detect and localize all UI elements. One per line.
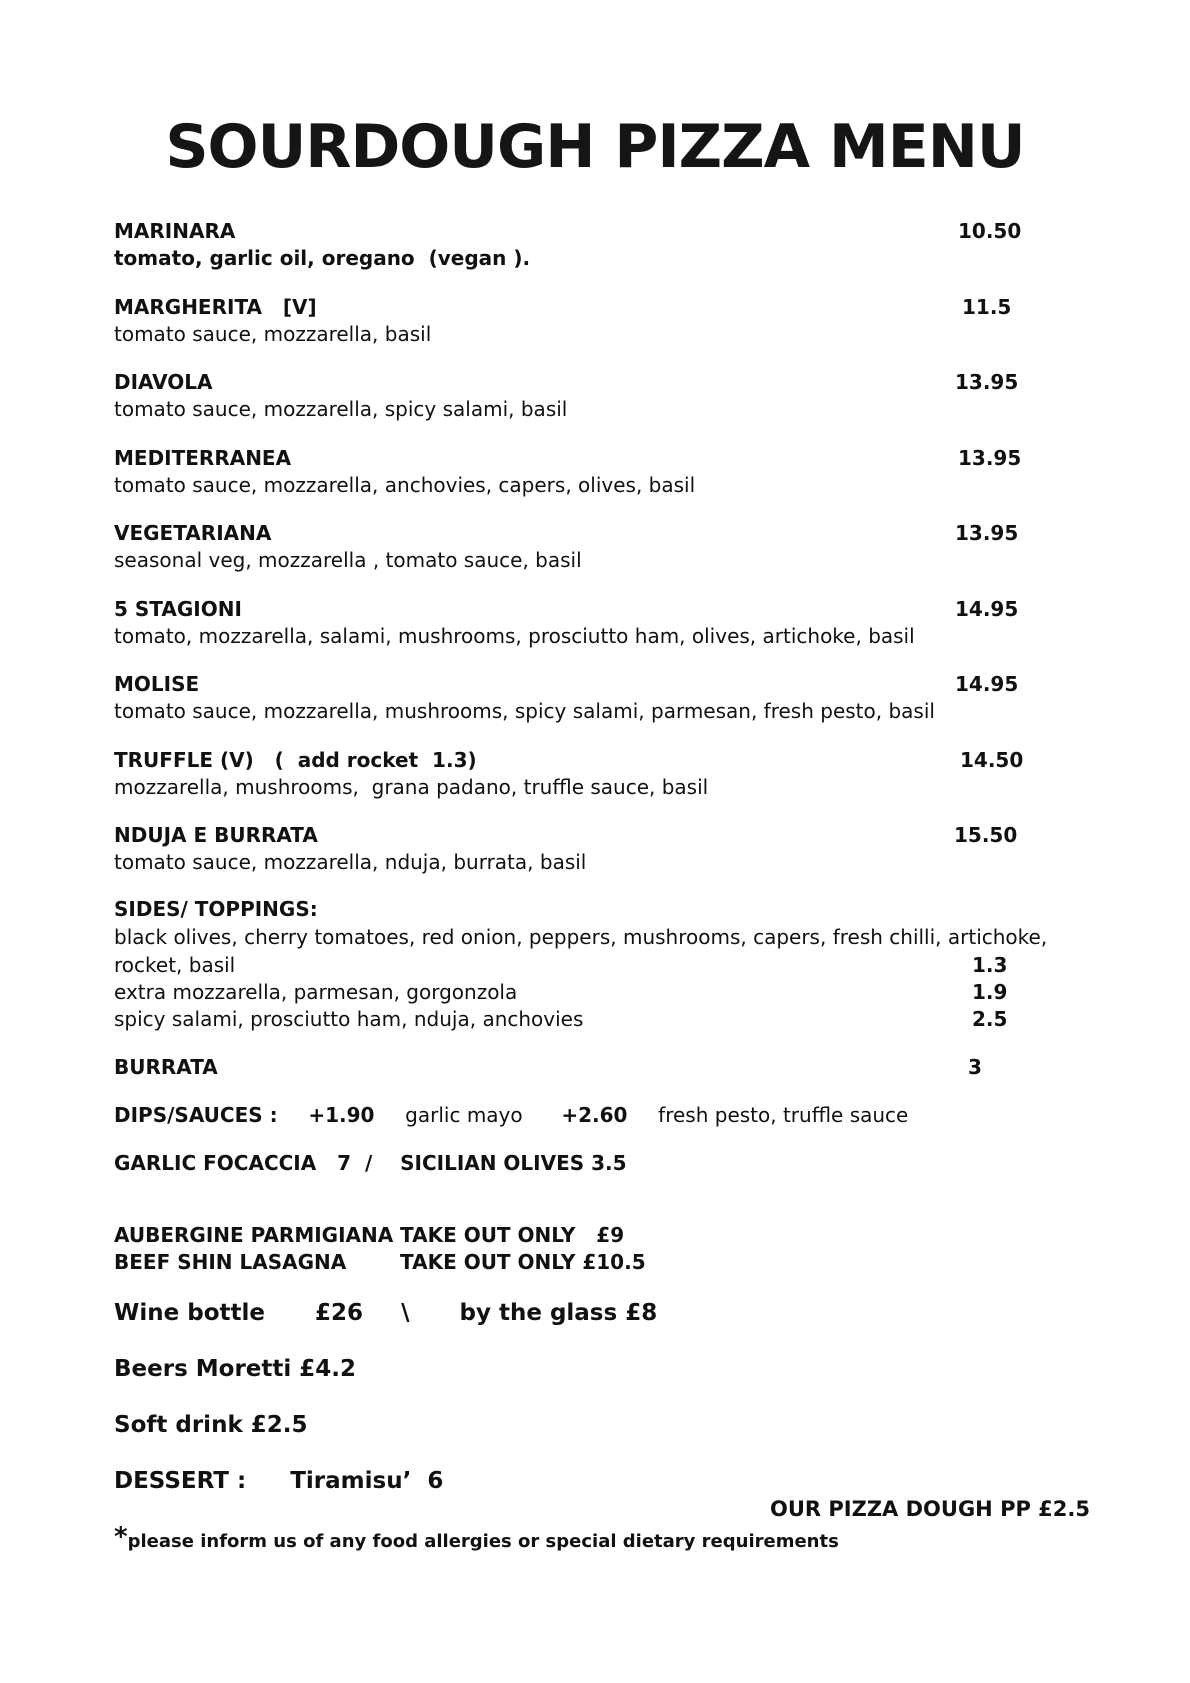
wine-label: Wine bottle (114, 1300, 265, 1326)
dips-price-2: +2.60 (561, 1103, 628, 1127)
footnote-text: please inform us of any food allergies or special dietary requirements (127, 1531, 839, 1552)
pizza-description: tomato, mozzarella, salami, mushrooms, prosciutto ham, olives, artichoke, basil (114, 623, 915, 648)
pizza-name: MARGHERITA [V] (114, 294, 317, 319)
dessert-line (114, 1468, 443, 1494)
pizza-description: tomato sauce, mozzarella, basil (114, 321, 432, 346)
pizza-name: MOLISE (114, 672, 200, 696)
takeout-item-2-name: BEEF SHIN LASAGNA (114, 1250, 347, 1274)
sides-line-3: extra mozzarella, parmesan, gorgonzola (114, 980, 518, 1004)
pizza-description: mozzarella, mushrooms, grana padano, truffle sauce, basil (114, 774, 709, 799)
dips-item-2: fresh pesto, truffle sauce (658, 1103, 909, 1127)
pizza-price: 14.50 (960, 747, 1024, 772)
pizza-description: seasonal veg, mozzarella , tomato sauce, basil (114, 548, 582, 572)
sides-price-3: 2.5 (972, 1007, 1008, 1031)
dips-price-1: +1.90 (308, 1103, 375, 1127)
page-title: SOURDOUGH PIZZA MENU (165, 112, 1025, 182)
pizza-name: NDUJA E BURRATA (114, 823, 318, 847)
pizza-price: 11.5 (962, 294, 1012, 319)
allergy-footnote (114, 1524, 839, 1555)
wine-price: £26 (315, 1300, 364, 1326)
pizza-description: tomato, garlic oil, oregano (vegan ). (114, 246, 531, 270)
wine-separator: \ (401, 1300, 410, 1326)
footnote-star: * (114, 1522, 128, 1552)
pizza-description: tomato sauce, mozzarella, nduja, burrata, basil (114, 850, 587, 874)
pizza-description: tomato sauce, mozzarella, mushrooms, spicy salami, parmesan, fresh pesto, basil (114, 699, 935, 723)
sides-price-1: 1.3 (972, 953, 1008, 977)
pizza-name: MEDITERRANEA (114, 445, 292, 470)
pizza-price: 13.95 (955, 521, 1019, 545)
pizza-description: tomato sauce, mozzarella, spicy salami, basil (114, 397, 568, 421)
pizza-price: 13.95 (958, 445, 1022, 470)
dessert-label: DESSERT : (114, 1468, 247, 1494)
dips-line (114, 1102, 908, 1128)
sides-line-1: black olives, cherry tomatoes, red onion, peppers, mushrooms, capers, fresh chilli, artichoke, (114, 925, 1048, 949)
burrata-price: 3 (968, 1055, 982, 1079)
focaccia-olives: GARLIC FOCACCIA 7 / SICILIAN OLIVES 3.5 (114, 1151, 627, 1175)
pizza-price: 13.95 (955, 370, 1019, 394)
pizza-price: 14.95 (955, 596, 1019, 621)
takeout-item-1-name: AUBERGINE PARMIGIANA (114, 1223, 394, 1247)
pizza-name: DIAVOLA (114, 370, 213, 394)
dessert-item: Tiramisu’ 6 (290, 1468, 444, 1494)
dips-item-1: garlic mayo (405, 1103, 523, 1127)
pizza-price: 15.50 (954, 823, 1018, 847)
takeout-item-1-note: TAKE OUT ONLY £9 (400, 1223, 625, 1247)
sides-line-2: rocket, basil (114, 953, 236, 977)
pizza-name: TRUFFLE (V) ( add rocket 1.3) (114, 747, 477, 772)
sides-line-4: spicy salami, prosciutto ham, nduja, anchovies (114, 1007, 584, 1031)
pizza-price: 14.95 (955, 672, 1019, 696)
takeout-item-2-note: TAKE OUT ONLY £10.5 (400, 1250, 646, 1274)
pizza-name: MARINARA (114, 219, 236, 243)
wine-line (114, 1300, 657, 1326)
pizza-description: tomato sauce, mozzarella, anchovies, capers, olives, basil (114, 472, 696, 497)
pizza-price: 10.50 (958, 219, 1022, 243)
pizza-name: VEGETARIANA (114, 521, 272, 545)
wine-glass: by the glass £8 (459, 1300, 658, 1326)
sides-price-2: 1.9 (972, 980, 1008, 1004)
pizza-dough: OUR PIZZA DOUGH PP £2.5 (770, 1497, 1090, 1521)
sides-heading: SIDES/ TOPPINGS: (114, 897, 318, 921)
pizza-name: 5 STAGIONI (114, 596, 242, 621)
burrata-name: BURRATA (114, 1055, 218, 1079)
soft-drink: Soft drink £2.5 (114, 1412, 308, 1438)
dips-label: DIPS/SAUCES : (114, 1103, 278, 1127)
beers: Beers Moretti £4.2 (114, 1356, 357, 1382)
